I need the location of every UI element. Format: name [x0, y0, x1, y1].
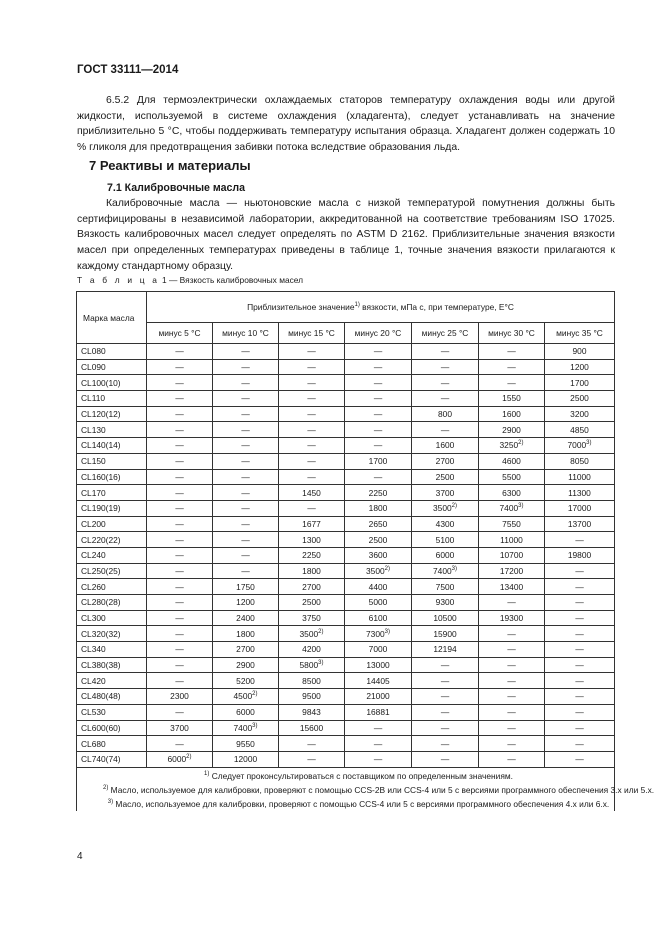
table-row	[77, 359, 615, 375]
viscosity-cell: 3700	[412, 485, 479, 501]
viscosity-cell: 2650	[345, 516, 412, 532]
viscosity-cell: 2250	[279, 547, 345, 563]
viscosity-cell: —	[412, 344, 479, 360]
viscosity-cell: —	[345, 375, 412, 391]
viscosity-cell: —	[147, 563, 213, 579]
viscosity-cell: 2700	[279, 579, 345, 595]
oil-brand-cell: CL530	[77, 704, 147, 720]
viscosity-cell: 1200	[545, 359, 615, 375]
viscosity-cell: —	[147, 344, 213, 360]
viscosity-cell	[479, 500, 545, 516]
viscosity-value: 5800	[299, 660, 319, 671]
viscosity-cell: 9500	[279, 689, 345, 705]
viscosity-cell: 800	[412, 406, 479, 422]
viscosity-cell: —	[147, 406, 213, 422]
viscosity-cell: —	[545, 595, 615, 611]
oil-brand-cell: CL420	[77, 673, 147, 689]
viscosity-cell: 19300	[479, 610, 545, 626]
section-6-5-2-paragraph: 6.5.2 Для термоэлектрически охлаждаемых статоров температуру охлаждения воды или другой жидкости, используемой в системе охлаждения (хладагента), следует устанавливать на значение приблизительно 5 °С, чтобы поддерживать температуру испытания образца. Хладагент должен содержать 10 % гликоля для предотвращения забивки потока вследствие образования льда.	[77, 95, 615, 154]
viscosity-cell: —	[479, 626, 545, 642]
viscosity-cell: —	[147, 579, 213, 595]
viscosity-cell: 9843	[279, 704, 345, 720]
oil-brand-cell: CL380(38)	[77, 657, 147, 673]
table-row	[77, 547, 615, 563]
viscosity-cell: 5500	[479, 469, 545, 485]
table-footnote	[77, 782, 655, 796]
oil-brand-cell: CL300	[77, 610, 147, 626]
oil-brand-cell: CL480(48)	[77, 689, 147, 705]
table-row	[77, 673, 615, 689]
viscosity-cell: —	[545, 736, 615, 752]
viscosity-cell: 4850	[545, 422, 615, 438]
viscosity-cell: 4300	[412, 516, 479, 532]
footnote-mark: 3)	[518, 503, 524, 510]
viscosity-cell	[279, 657, 345, 673]
table-row	[77, 438, 615, 454]
viscosity-cell: 1300	[279, 532, 345, 548]
viscosity-cell: —	[147, 391, 213, 407]
viscosity-cell: —	[279, 469, 345, 485]
viscosity-value: 6000	[167, 754, 187, 765]
viscosity-cell	[147, 751, 213, 767]
viscosity-cell: 13400	[479, 579, 545, 595]
viscosity-cell: 2900	[479, 422, 545, 438]
table-row	[77, 406, 615, 422]
oil-brand-cell: CL110	[77, 391, 147, 407]
viscosity-cell: —	[147, 610, 213, 626]
viscosity-cell: 5100	[412, 532, 479, 548]
viscosity-cell: —	[345, 391, 412, 407]
viscosity-cell: 1677	[279, 516, 345, 532]
viscosity-cell: —	[147, 485, 213, 501]
viscosity-cell: —	[412, 704, 479, 720]
oil-brand-cell: CL130	[77, 422, 147, 438]
viscosity-cell: —	[147, 673, 213, 689]
section-7-title: 7 Реактивы и материалы	[89, 158, 251, 173]
viscosity-cell: —	[279, 344, 345, 360]
viscosity-cell: —	[279, 751, 345, 767]
viscosity-value: 7400	[433, 565, 452, 576]
viscosity-cell: 10700	[479, 547, 545, 563]
viscosity-cell: —	[213, 438, 279, 454]
viscosity-cell: 2500	[545, 391, 615, 407]
table-caption-prefix: Т а б л и ц а	[77, 275, 160, 285]
viscosity-cell: 4200	[279, 642, 345, 658]
viscosity-cell: —	[479, 359, 545, 375]
viscosity-cell: —	[213, 485, 279, 501]
viscosity-value: 3250	[499, 440, 519, 451]
viscosity-value: 7300	[366, 628, 385, 639]
viscosity-cell: —	[345, 406, 412, 422]
viscosity-cell: —	[479, 751, 545, 767]
table-row	[77, 532, 615, 548]
oil-brand-cell: CL170	[77, 485, 147, 501]
document-header: ГОСТ 33111—2014	[77, 64, 179, 76]
table-row	[77, 626, 615, 642]
temperature-header: минус 30 °С	[479, 323, 545, 344]
viscosity-cell: —	[279, 422, 345, 438]
viscosity-cell: 5000	[345, 595, 412, 611]
viscosity-cell: —	[279, 736, 345, 752]
viscosity-cell: 14405	[345, 673, 412, 689]
viscosity-cell: —	[345, 736, 412, 752]
group-header-part-b: вязкости, мПа с, при температуре, Е°С	[359, 302, 514, 312]
viscosity-cell: —	[479, 657, 545, 673]
viscosity-cell	[412, 500, 479, 516]
viscosity-cell: —	[147, 657, 213, 673]
footnote-mark: 2)	[103, 784, 109, 791]
group-header-footnote-mark: 1)	[354, 302, 360, 309]
oil-brand-cell: CL160(16)	[77, 469, 147, 485]
viscosity-cell: —	[412, 391, 479, 407]
viscosity-value: 7000	[567, 440, 587, 451]
footnote-mark: 2)	[451, 503, 457, 510]
oil-brand-cell: CL140(14)	[77, 438, 147, 454]
viscosity-cell: —	[479, 344, 545, 360]
viscosity-cell: 2500	[279, 595, 345, 611]
viscosity-cell: —	[213, 375, 279, 391]
viscosity-cell: —	[279, 359, 345, 375]
viscosity-cell: 1800	[345, 500, 412, 516]
viscosity-cell: —	[345, 344, 412, 360]
viscosity-cell: 13000	[345, 657, 412, 673]
oil-brand-cell: CL100(10)	[77, 375, 147, 391]
oil-brand-cell: CL280(28)	[77, 595, 147, 611]
viscosity-value: 3500	[366, 565, 385, 576]
viscosity-cell: 2700	[213, 642, 279, 658]
viscosity-cell	[545, 438, 615, 454]
oil-brand-cell: CL080	[77, 344, 147, 360]
footnote-mark: 3)	[384, 628, 390, 635]
viscosity-group-header	[147, 292, 615, 323]
table-row	[77, 751, 615, 767]
viscosity-value: 7400	[233, 722, 253, 733]
viscosity-cell: 1750	[213, 579, 279, 595]
viscosity-cell: 3200	[545, 406, 615, 422]
viscosity-cell: 1450	[279, 485, 345, 501]
viscosity-cell: 1800	[213, 626, 279, 642]
viscosity-cell: 1700	[345, 453, 412, 469]
viscosity-cell: —	[479, 689, 545, 705]
viscosity-value: 3500	[433, 503, 452, 514]
viscosity-cell: 10500	[412, 610, 479, 626]
viscosity-cell: 7550	[479, 516, 545, 532]
viscosity-cell: —	[479, 375, 545, 391]
table-row	[77, 453, 615, 469]
viscosity-cell: —	[479, 704, 545, 720]
oil-brand-cell: CL250(25)	[77, 563, 147, 579]
viscosity-cell: —	[345, 720, 412, 736]
viscosity-cell: 2700	[412, 453, 479, 469]
viscosity-cell: —	[479, 673, 545, 689]
viscosity-cell: —	[213, 422, 279, 438]
group-header-part-a: Приблизительное значение	[247, 302, 355, 312]
table-row	[77, 516, 615, 532]
viscosity-cell: —	[213, 563, 279, 579]
footnote-text: Масло, используемое для калибровки, проверяют с помощью CCS-2B или CCS-4 или 5 с версиями программного обеспечения 3.х или 5.х.	[108, 784, 655, 795]
footnote-mark: 1)	[204, 770, 210, 777]
section-7-1-title: 7.1 Калибровочные масла	[107, 182, 245, 194]
viscosity-cell: 1600	[412, 438, 479, 454]
viscosity-cell: 1600	[479, 406, 545, 422]
viscosity-cell: —	[412, 751, 479, 767]
viscosity-cell: 21000	[345, 689, 412, 705]
table-row	[77, 657, 615, 673]
oil-brand-cell: CL680	[77, 736, 147, 752]
table-footnote	[77, 768, 614, 782]
viscosity-cell: 6000	[213, 704, 279, 720]
viscosity-cell: —	[147, 469, 213, 485]
viscosity-cell: —	[147, 532, 213, 548]
viscosity-cell: 4600	[479, 453, 545, 469]
viscosity-cell: —	[545, 626, 615, 642]
viscosity-cell: —	[345, 422, 412, 438]
viscosity-cell: —	[545, 563, 615, 579]
viscosity-cell: —	[412, 375, 479, 391]
temperature-header: минус 15 °С	[279, 323, 345, 344]
viscosity-cell	[479, 438, 545, 454]
viscosity-cell	[213, 720, 279, 736]
viscosity-cell: —	[412, 359, 479, 375]
viscosity-cell: —	[545, 689, 615, 705]
footnote-mark: 2)	[384, 566, 390, 573]
viscosity-value: 3500	[299, 628, 319, 639]
viscosity-value: 7400	[499, 503, 519, 514]
viscosity-cell: 1700	[545, 375, 615, 391]
table-row	[77, 689, 615, 705]
viscosity-cell: —	[412, 720, 479, 736]
viscosity-cell: —	[147, 500, 213, 516]
viscosity-cell: 16881	[345, 704, 412, 720]
viscosity-cell: —	[412, 422, 479, 438]
viscosity-cell: 1550	[479, 391, 545, 407]
table-caption-text: 1 — Вязкость калибровочных масел	[161, 275, 304, 285]
viscosity-cell: —	[213, 469, 279, 485]
viscosity-cell: —	[412, 689, 479, 705]
viscosity-cell: 7500	[412, 579, 479, 595]
viscosity-cell: —	[213, 500, 279, 516]
footnote-mark: 2)	[186, 754, 192, 761]
oil-brand-cell: CL240	[77, 547, 147, 563]
table-row	[77, 595, 615, 611]
viscosity-cell: 6000	[412, 547, 479, 563]
viscosity-cell: 2250	[345, 485, 412, 501]
footnote-mark: 3)	[451, 566, 457, 573]
viscosity-cell: —	[279, 453, 345, 469]
viscosity-cell: 4400	[345, 579, 412, 595]
footnote-text: Следует проконсультироваться с поставщиком по определенным значениям.	[209, 770, 513, 781]
viscosity-cell: —	[213, 547, 279, 563]
viscosity-cell: —	[213, 532, 279, 548]
viscosity-cell: 2500	[412, 469, 479, 485]
viscosity-cell: 15600	[279, 720, 345, 736]
viscosity-cell: 9300	[412, 595, 479, 611]
viscosity-cell: —	[545, 642, 615, 658]
footnote-mark: 2)	[252, 691, 258, 698]
footnote-mark: 3)	[318, 660, 324, 667]
viscosity-cell: —	[479, 736, 545, 752]
table-caption	[77, 275, 303, 285]
viscosity-value: 4500	[233, 691, 253, 702]
table-footnote	[77, 796, 614, 810]
table-row	[77, 375, 615, 391]
viscosity-cell: —	[147, 736, 213, 752]
footnote-mark: 3)	[107, 799, 114, 806]
viscosity-cell: —	[213, 344, 279, 360]
viscosity-cell: —	[147, 704, 213, 720]
viscosity-cell: —	[412, 673, 479, 689]
viscosity-cell: 3600	[345, 547, 412, 563]
viscosity-cell: —	[345, 359, 412, 375]
oil-brand-cell: CL090	[77, 359, 147, 375]
table-row	[77, 610, 615, 626]
viscosity-cell: 17200	[479, 563, 545, 579]
viscosity-cell: 12194	[412, 642, 479, 658]
viscosity-cell: —	[479, 720, 545, 736]
table-row	[77, 642, 615, 658]
viscosity-cell: —	[479, 595, 545, 611]
viscosity-cell: 11300	[545, 485, 615, 501]
viscosity-cell: 13700	[545, 516, 615, 532]
viscosity-cell: —	[213, 359, 279, 375]
viscosity-cell: 1800	[279, 563, 345, 579]
viscosity-cell: 8050	[545, 453, 615, 469]
viscosity-cell	[279, 626, 345, 642]
viscosity-cell: —	[479, 642, 545, 658]
temperature-header: минус 25 °С	[412, 323, 479, 344]
table-row	[77, 720, 615, 736]
viscosity-cell: 17000	[545, 500, 615, 516]
viscosity-cell: 11000	[479, 532, 545, 548]
table-row	[77, 500, 615, 516]
viscosity-cell: 8500	[279, 673, 345, 689]
viscosity-cell: —	[213, 516, 279, 532]
table-row	[77, 704, 615, 720]
viscosity-cell: 1200	[213, 595, 279, 611]
table-row	[77, 344, 615, 360]
page-number: 4	[77, 851, 83, 862]
temperature-header: минус 35 °С	[545, 323, 615, 344]
viscosity-cell: —	[345, 469, 412, 485]
viscosity-cell: —	[345, 438, 412, 454]
oil-brand-cell: CL220(22)	[77, 532, 147, 548]
viscosity-cell: 11000	[545, 469, 615, 485]
viscosity-cell: —	[147, 453, 213, 469]
viscosity-cell: —	[545, 704, 615, 720]
viscosity-cell: 15900	[412, 626, 479, 642]
table-row	[77, 485, 615, 501]
table-row	[77, 563, 615, 579]
viscosity-cell: —	[279, 391, 345, 407]
viscosity-cell: 6300	[479, 485, 545, 501]
temperature-header: минус 5 °С	[147, 323, 213, 344]
section-7-1-paragraph: Калибровочные масла — ньютоновские масла с низкой температурой помутнения должны быть сертифицированы в независимой лаборатории, аккредитованной на соответствие требованиям ISO 17025. Вязкость калибровочных масел следует определять по ASTM D 2162. Приблизительные значения вязкости масел при определенных температурах приведены в таблице 1, точные значения вязкости прилагаются к каждому стандартному образцу.	[77, 198, 615, 272]
viscosity-cell: 2500	[345, 532, 412, 548]
viscosity-cell: —	[545, 751, 615, 767]
viscosity-cell: 12000	[213, 751, 279, 767]
viscosity-cell: 5200	[213, 673, 279, 689]
viscosity-cell: —	[545, 673, 615, 689]
viscosity-cell: 3750	[279, 610, 345, 626]
brand-column-header: Марка масла	[77, 292, 147, 344]
viscosity-cell: —	[147, 516, 213, 532]
footnote-mark: 3)	[252, 723, 258, 730]
viscosity-cell: —	[147, 595, 213, 611]
viscosity-cell: —	[147, 422, 213, 438]
viscosity-cell: —	[147, 547, 213, 563]
viscosity-cell: —	[345, 751, 412, 767]
viscosity-cell	[345, 563, 412, 579]
viscosity-cell: —	[545, 610, 615, 626]
table-row	[77, 736, 615, 752]
table-row	[77, 391, 615, 407]
viscosity-cell: —	[279, 500, 345, 516]
viscosity-cell: —	[545, 579, 615, 595]
viscosity-cell: —	[147, 359, 213, 375]
table-footnotes	[77, 767, 655, 811]
viscosity-table	[76, 291, 655, 811]
viscosity-cell: —	[279, 406, 345, 422]
viscosity-cell: 6100	[345, 610, 412, 626]
oil-brand-cell: CL320(32)	[77, 626, 147, 642]
viscosity-cell: —	[545, 720, 615, 736]
viscosity-cell: 19800	[545, 547, 615, 563]
viscosity-cell: 900	[545, 344, 615, 360]
viscosity-cell: —	[147, 642, 213, 658]
footnote-mark: 2)	[518, 440, 524, 447]
temperature-header: минус 20 °С	[345, 323, 412, 344]
viscosity-cell: —	[213, 391, 279, 407]
table-row	[77, 422, 615, 438]
viscosity-cell: —	[279, 438, 345, 454]
viscosity-cell: 7000	[345, 642, 412, 658]
viscosity-cell: —	[213, 406, 279, 422]
oil-brand-cell: CL120(12)	[77, 406, 147, 422]
oil-brand-cell: CL600(60)	[77, 720, 147, 736]
viscosity-cell: —	[545, 657, 615, 673]
oil-brand-cell: CL740(74)	[77, 751, 147, 767]
oil-brand-cell: CL150	[77, 453, 147, 469]
viscosity-cell	[345, 626, 412, 642]
viscosity-cell: —	[147, 375, 213, 391]
viscosity-cell: 3700	[147, 720, 213, 736]
viscosity-cell: 2900	[213, 657, 279, 673]
viscosity-cell: —	[147, 626, 213, 642]
viscosity-cell	[412, 563, 479, 579]
oil-brand-cell: CL260	[77, 579, 147, 595]
viscosity-cell: —	[279, 375, 345, 391]
oil-brand-cell: CL190(19)	[77, 500, 147, 516]
table-row	[77, 579, 615, 595]
viscosity-cell: —	[545, 532, 615, 548]
viscosity-cell: —	[147, 438, 213, 454]
viscosity-cell: —	[213, 453, 279, 469]
footnote-mark: 3)	[586, 440, 592, 447]
footnote-text: Масло, используемое для калибровки, проверяют с помощью CCS-4 или 5 с версиями программного обеспечения 4.х или 6.х.	[113, 799, 610, 810]
viscosity-cell: 9550	[213, 736, 279, 752]
temperature-header: минус 10 °С	[213, 323, 279, 344]
viscosity-cell: 2300	[147, 689, 213, 705]
oil-brand-cell: CL340	[77, 642, 147, 658]
viscosity-cell: —	[412, 736, 479, 752]
table-row	[77, 469, 615, 485]
footnote-mark: 2)	[318, 628, 324, 635]
viscosity-cell: —	[412, 657, 479, 673]
oil-brand-cell: CL200	[77, 516, 147, 532]
viscosity-cell: 2400	[213, 610, 279, 626]
viscosity-cell	[213, 689, 279, 705]
